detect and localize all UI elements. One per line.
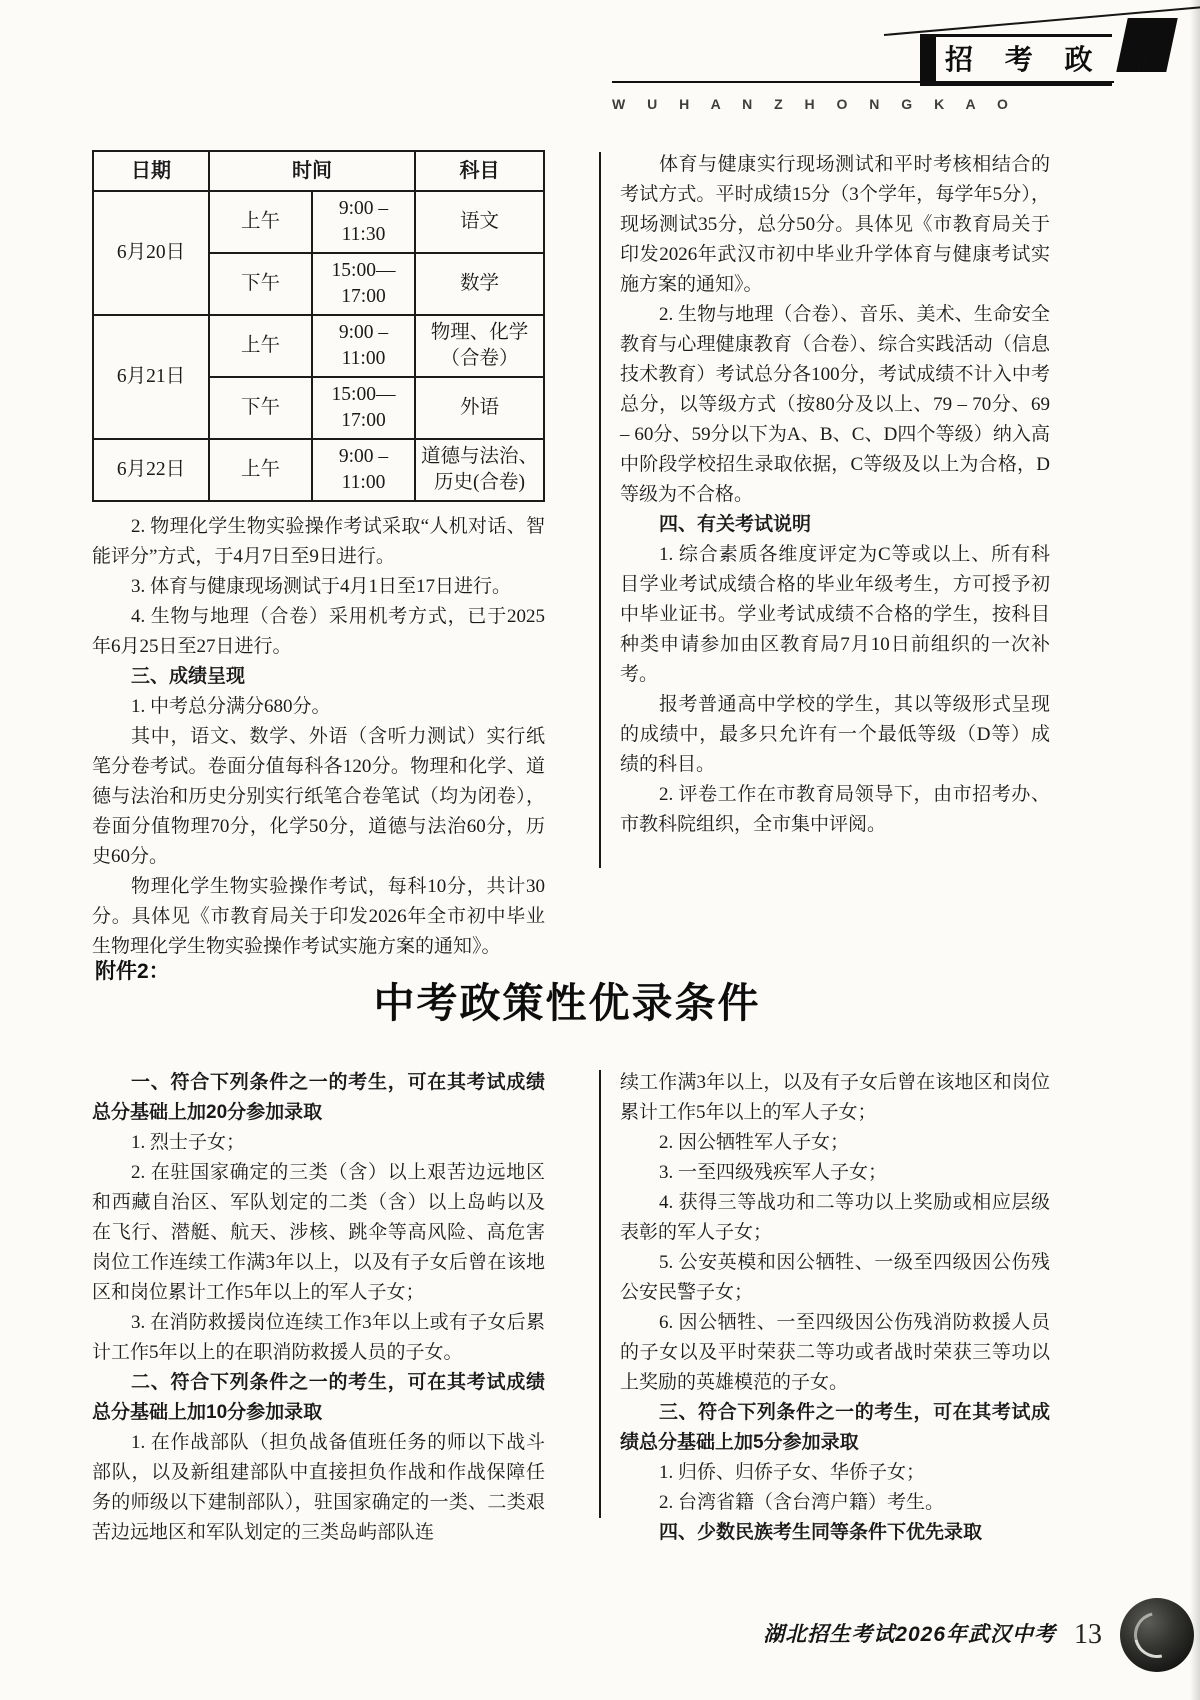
cell-time: 9:00 – 11:30: [312, 191, 415, 253]
page-number: 13: [1074, 1619, 1102, 1650]
paragraph: 4. 生物与地理（合卷）采用机考方式，已于2025年6月25日至27日进行。: [92, 606, 545, 657]
cell-date: 6月21日: [93, 315, 209, 439]
cell-subject: 数学: [415, 253, 544, 315]
cell-time: 9:00 – 11:00: [312, 315, 415, 377]
column-divider: [599, 152, 601, 868]
paragraph: 2. 因公牺牲军人子女；: [658, 1132, 849, 1153]
column-divider: [599, 1070, 601, 1518]
paragraph: 报考普通高中学校的学生，其以等级形式呈现的成绩中，最多只允许有一个最低等级（D等）成绩的科目。: [620, 694, 1050, 775]
col-header-subject: 科目: [415, 151, 544, 191]
cell-session: 上午: [209, 191, 312, 253]
badge-left-bar: [920, 37, 936, 83]
exam-schedule-table: [92, 150, 545, 502]
section-heading: 四、有关考试说明: [658, 514, 811, 535]
header-rule: [612, 81, 1114, 83]
paragraph: 其中，语文、数学、外语（含听力测试）实行纸笔分卷考试。卷面分值每科各120分。物理和化学、道德与法治和历史分别实行纸笔合卷笔试（均为闭卷），卷面分值物理70分，化学50分，道德与法治60分，历史60分。: [92, 726, 545, 867]
section-heading: 一、符合下列条件之一的考生，可在其考试成绩总分基础上加20分参加录取: [92, 1072, 545, 1123]
col-header-time: 时间: [209, 151, 415, 191]
attachment-label: 附件2：: [95, 960, 170, 983]
cell-date: 6月22日: [93, 439, 209, 501]
section-heading: 三、成绩呈现: [130, 666, 245, 687]
seal-logo: [1120, 1598, 1194, 1672]
cell-session: 上午: [209, 315, 312, 377]
bottom-left-column: [92, 1068, 545, 1548]
section-heading: 三、符合下列条件之一的考生，可在其考试成绩总分基础上加5分参加录取: [620, 1402, 1050, 1453]
paragraph: 续工作满3年以上，以及有子女后曾在该地区和岗位累计工作5年以上的军人子女；: [620, 1072, 1050, 1123]
section-badge: [920, 34, 1165, 86]
cell-session: 下午: [209, 253, 312, 315]
section-heading: 二、符合下列条件之一的考生，可在其考试成绩总分基础上加10分参加录取: [92, 1372, 545, 1423]
paragraph: 1. 综合素质各维度评定为C等或以上、所有科目学业考试成绩合格的毕业年级考生，方可授予初中毕业证书。学业考试成绩不合格的学生，按科目种类申请参加由区教育局7月10日前组织的一次补考。: [620, 544, 1050, 685]
paragraph: 1. 烈士子女；: [130, 1132, 245, 1153]
paragraph: 5. 公安英模和因公牺牲、一级至四级因公伤残公安民警子女；: [620, 1252, 1050, 1303]
bottom-right-column: [620, 1068, 1050, 1548]
cell-date: 6月20日: [93, 191, 209, 315]
attachment-title: 中考政策性优录条件: [373, 980, 761, 1026]
cell-subject: 道德与法治、历史(合卷): [415, 439, 544, 501]
cell-time: 9:00 – 11:00: [312, 439, 415, 501]
top-left-column: [92, 148, 545, 962]
table-row: [93, 191, 544, 253]
table-row: [93, 439, 544, 501]
paragraph: 1. 在作战部队（担负战备值班任务的师以下战斗部队，以及新组建部队中直接担负作战和作战保障任务的师级以下建制部队），驻国家确定的一类、二类艰苦边远地区和军队划定的三类岛屿部队连: [92, 1432, 545, 1543]
paragraph: 1. 归侨、归侨子女、华侨子女；: [658, 1462, 925, 1483]
paragraph: 3. 在消防救援岗位连续工作3年以上或有子女后累计工作5年以上的在职消防救援人员的子女。: [92, 1312, 545, 1363]
paragraph: 2. 台湾省籍（含台湾户籍）考生。: [658, 1492, 944, 1513]
journal-title: 湖北招生考试2026年武汉中考: [763, 1623, 1056, 1646]
cell-time: 15:00—17:00: [312, 377, 415, 439]
page-footer: [0, 1598, 1194, 1672]
top-right-column: [620, 150, 1050, 840]
cell-time: 15:00—17:00: [312, 253, 415, 315]
paragraph: 2. 物理化学生物实验操作考试采取“人机对话、智能评分”方式，于4月7日至9日进行。: [92, 516, 545, 567]
cell-subject: 外语: [415, 377, 544, 439]
col-header-date: 日期: [93, 151, 209, 191]
cell-subject: 语文: [415, 191, 544, 253]
scan-edge-shadow: [1190, 0, 1200, 1700]
section-heading: 四、少数民族考生同等条件下优先录取: [658, 1522, 982, 1543]
paragraph: 1. 中考总分满分680分。: [130, 696, 331, 717]
section-badge-title: 招 考 政 策: [945, 44, 1165, 75]
paragraph: 3. 一至四级残疾军人子女；: [658, 1162, 887, 1183]
table-row: [93, 315, 544, 377]
paragraph: 物理化学生物实验操作考试，每科10分，共计30分。具体见《市教育局关于印发2026年全市初中毕业生物理化学生物实验操作考试实施方案的通知》。: [92, 876, 545, 957]
paragraph: 4. 获得三等战功和二等功以上奖励或相应层级表彰的军人子女；: [620, 1192, 1050, 1243]
header-romanization: W U H A N Z H O N G K A O: [612, 96, 1017, 112]
cell-subject: 物理、化学（合卷）: [415, 315, 544, 377]
paragraph: 2. 评卷工作在市教育局领导下，由市招考办、市教科院组织，全市集中评阅。: [620, 784, 1050, 835]
paragraph: 3. 体育与健康现场测试于4月1日至17日进行。: [130, 576, 511, 597]
cell-session: 下午: [209, 377, 312, 439]
paragraph: 6. 因公牺牲、一至四级因公伤残消防救援人员的子女以及平时荣获二等功或者战时荣获三等功以上奖励的英雄模范的子女。: [620, 1312, 1050, 1393]
paragraph: 2. 生物与地理（合卷）、音乐、美术、生命安全教育与心理健康教育（合卷）、综合实践活动（信息技术教育）考试总分各100分，考试成绩不计入中考总分，以等级方式（按80分及以上、79 – 70分、69 – 60分、59分以下为A、B、C、D四个等级）纳入高中阶段学校招生录取依据，C等级及以上为合格，D等级为不合格。: [620, 304, 1050, 505]
table-header-row: [93, 151, 544, 191]
paragraph: 体育与健康实行现场测试和平时考核相结合的考试方式。平时成绩15分（3个学年，每学年5分），现场测试35分，总分50分。具体见《市教育局关于印发2026年武汉市初中毕业升学体育与健康考试实施方案的通知》。: [620, 154, 1050, 295]
paragraph: 2. 在驻国家确定的三类（含）以上艰苦边远地区和西藏自治区、军队划定的二类（含）以上岛屿以及在飞行、潜艇、航天、涉核、跳伞等高风险、高危害岗位工作连续工作满3年以上，以及有子女后曾在该地区和岗位累计工作5年以上的军人子女；: [92, 1162, 545, 1303]
cell-session: 上午: [209, 439, 312, 501]
